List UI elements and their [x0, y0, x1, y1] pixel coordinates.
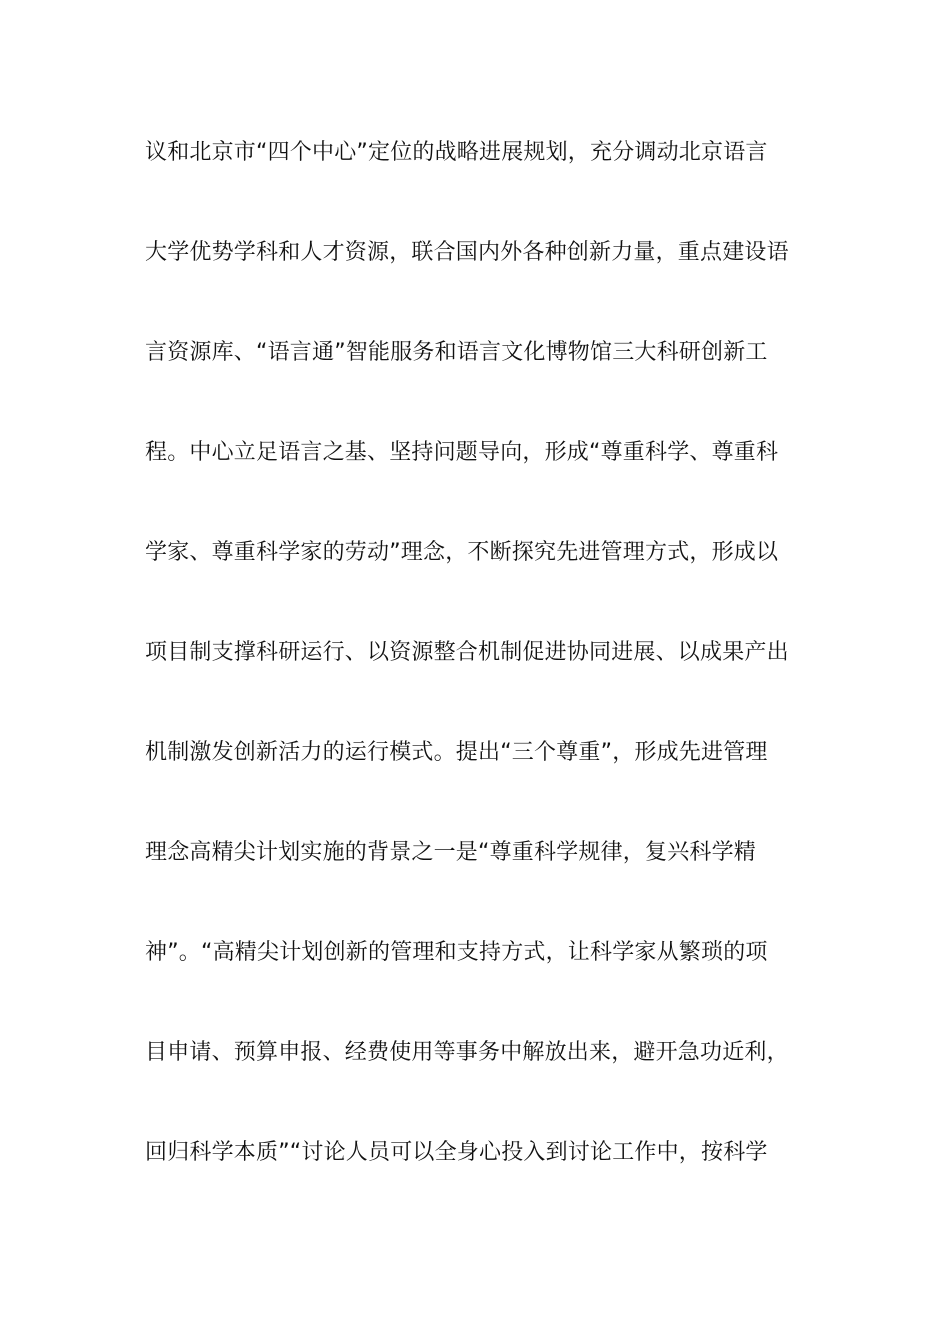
- text-line: 回归科学本质”“讨论人员可以全身心投入到讨论工作中，按科学: [145, 1140, 768, 1165]
- text-line: 言资源库、“语言通”智能服务和语言文化博物馆三大科研创新工: [145, 340, 768, 365]
- text-line: 程。中心立足语言之基、坚持问题导向，形成“尊重科学、尊重科: [145, 440, 779, 465]
- text-line: 目申请、预算申报、经费使用等事务中解放出来，避开急功近利，: [145, 1040, 789, 1065]
- text-line: 神”。“高精尖计划创新的管理和支持方式，让科学家从繁琐的项: [145, 940, 768, 965]
- text-line: 理念高精尖计划实施的背景之一是“尊重科学规律，复兴科学精: [145, 840, 756, 865]
- text-line: 学家、尊重科学家的劳动”理念，不断探究先进管理方式，形成以: [145, 540, 779, 565]
- text-line: 议和北京市“四个中心”定位的战略进展规划，充分调动北京语言: [145, 140, 768, 165]
- body-text: [145, 131, 815, 1231]
- text-line: 大学优势学科和人才资源，联合国内外各种创新力量，重点建设语: [145, 240, 789, 265]
- text-line: 机制激发创新活力的运行模式。提出“三个尊重”，形成先进管理: [145, 740, 768, 765]
- text-line: 项目制支撑科研运行、以资源整合机制促进协同进展、以成果产出: [145, 640, 789, 665]
